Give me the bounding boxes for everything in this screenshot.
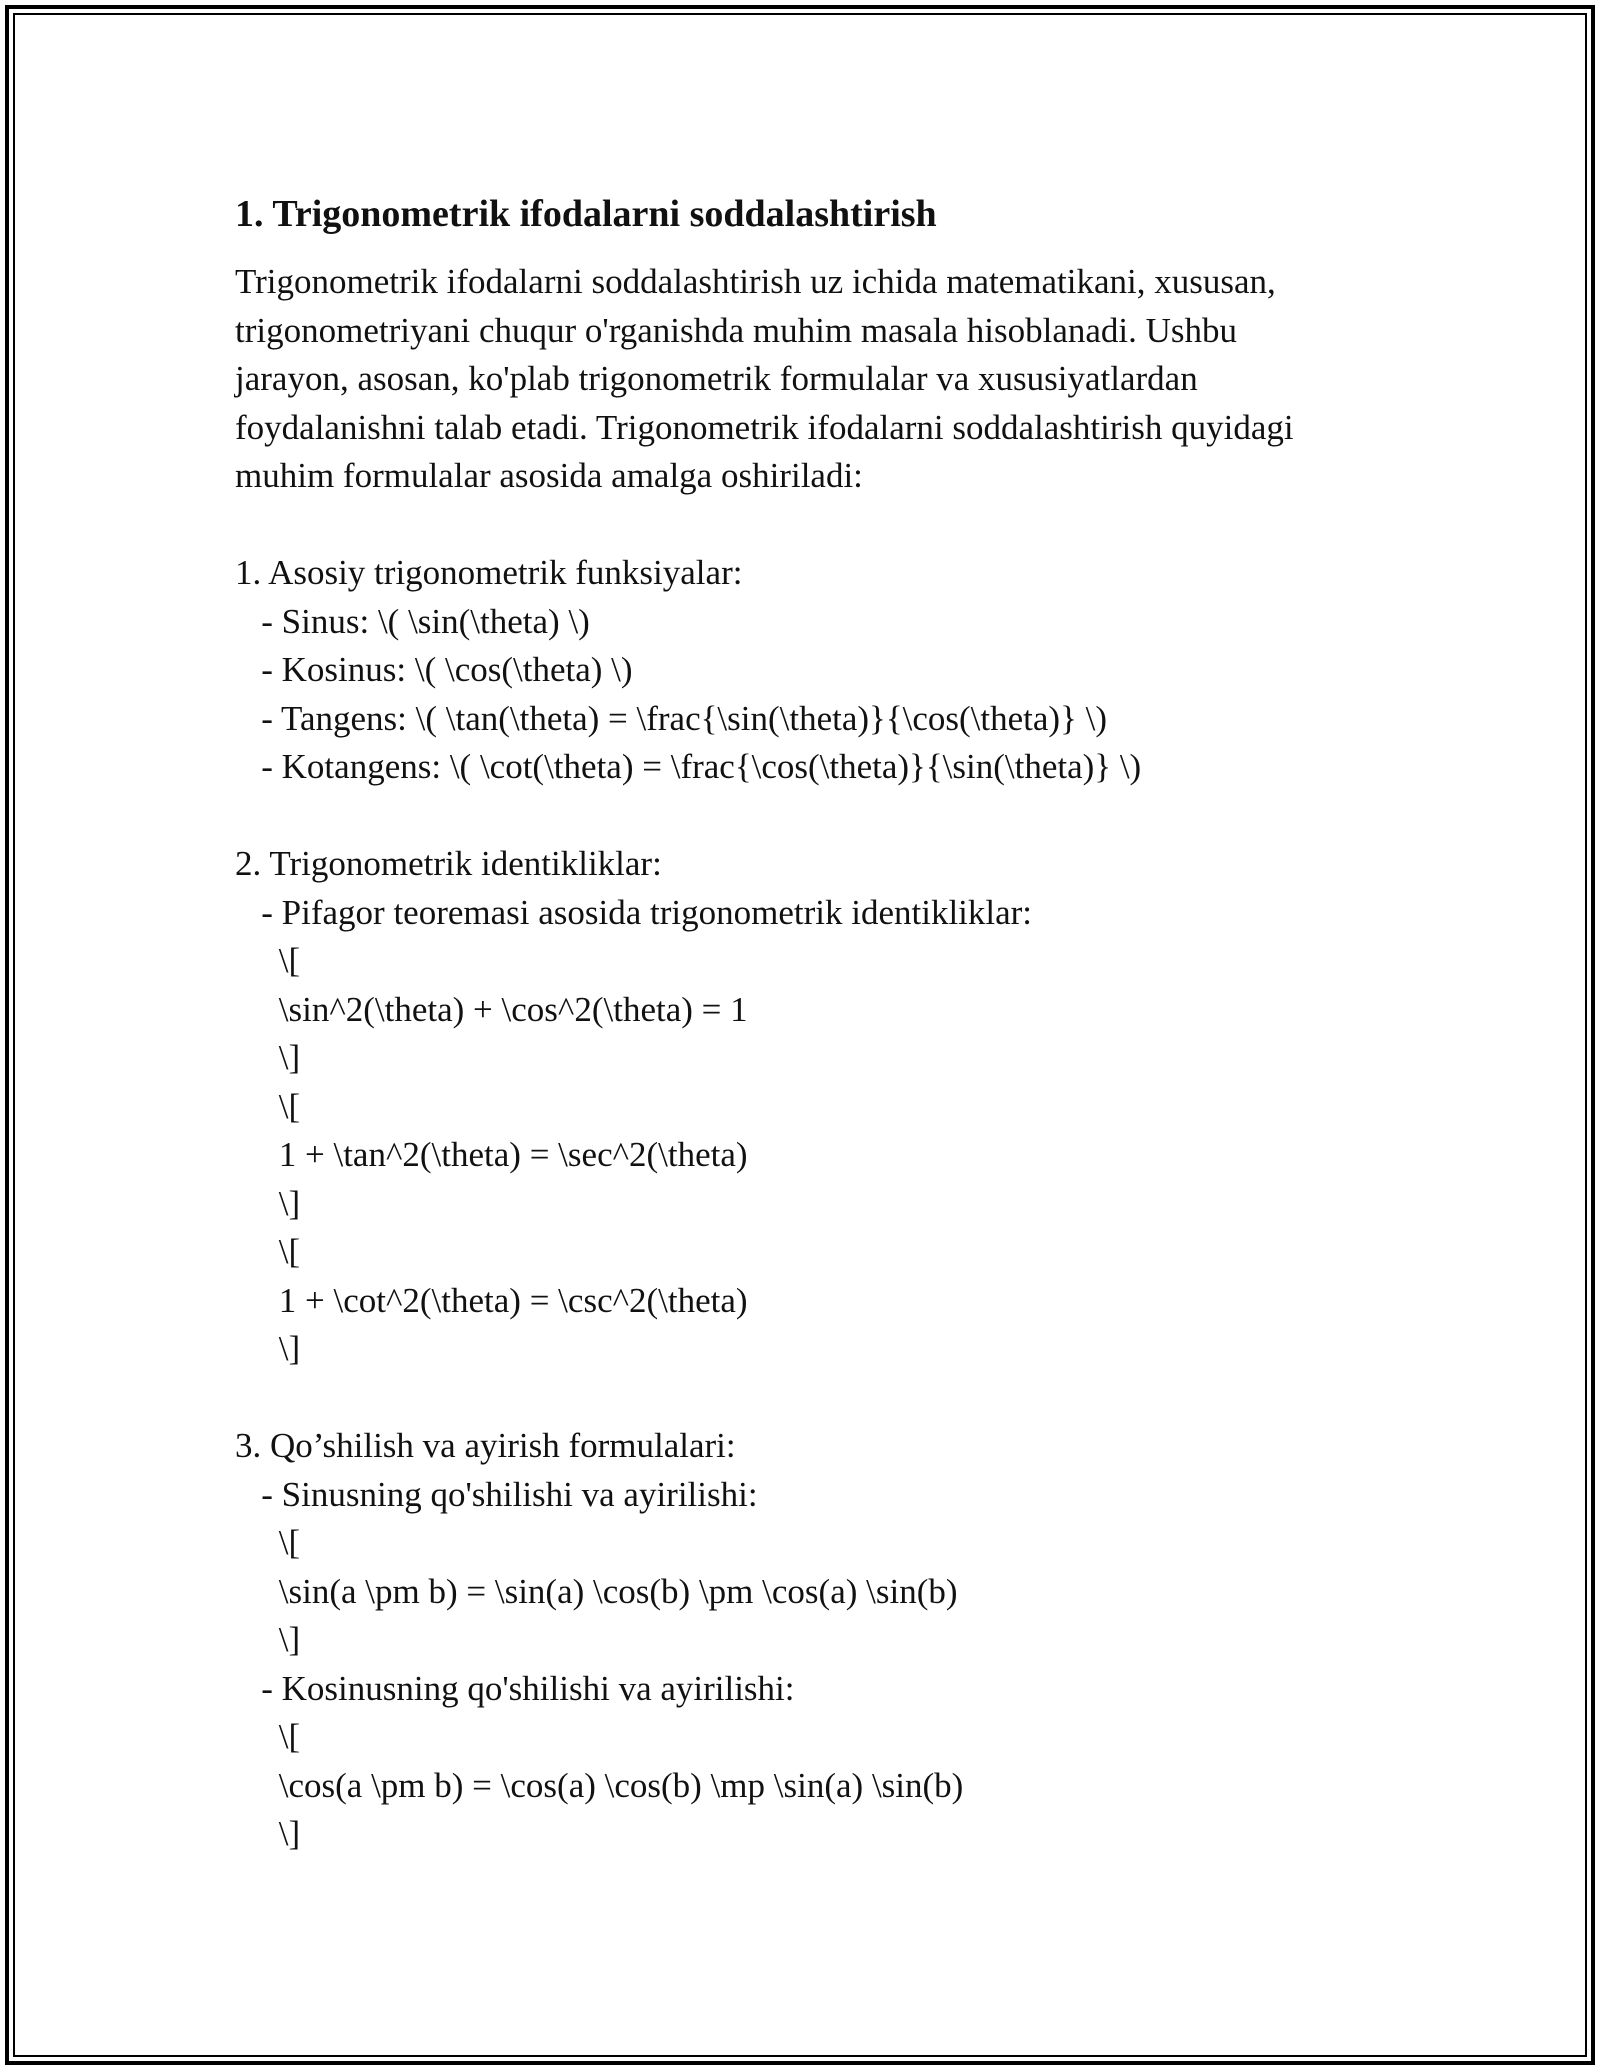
intro-paragraph	[235, 258, 1415, 501]
intro-line: foydalanishni talab etadi. Trigonometrik ifodalarni soddalashtirish quyidagi	[235, 407, 1294, 447]
spacer	[235, 1374, 1415, 1423]
intro-line: muhim formulalar asosida amalga oshiriladi:	[235, 456, 863, 495]
formula-line: \[	[235, 1086, 301, 1126]
list-item-sinus: - Sinus: \( \sin(\theta) \)	[235, 601, 590, 641]
intro-line: trigonometriyani chuqur o'rganishda muhim masala hisoblanadi. Ushbu	[235, 310, 1238, 350]
formula-line: 1 + \tan^2(\theta) = \sec^2(\theta)	[235, 1135, 748, 1174]
list-item-cosine-addition: - Kosinusning qo'shilishi va ayirilishi:	[235, 1668, 795, 1708]
formula-line: \]	[235, 1329, 301, 1368]
intro-line: Trigonometrik ifodalarni soddalashtirish uz ichida matematikani, xususan,	[235, 262, 1276, 301]
spacer	[235, 792, 1415, 841]
formula-line: \sin^2(\theta) + \cos^2(\theta) = 1	[235, 989, 748, 1029]
formula-line: \[	[235, 1523, 301, 1562]
formula-line: \[	[235, 941, 301, 980]
formula-line: \sin(a \pm b) = \sin(a) \cos(b) \pm \cos(a) \sin(b)	[235, 1571, 958, 1611]
formula-list	[235, 549, 1415, 1859]
list-heading-identities: 2. Trigonometrik identikliklar:	[235, 844, 662, 883]
formula-line: \]	[235, 1620, 301, 1659]
list-heading-basic-functions: 1. Asosiy trigonometrik funksiyalar:	[235, 553, 743, 592]
list-item-pythagorean: - Pifagor teoremasi asosida trigonometrik identikliklar:	[235, 892, 1033, 932]
formula-line: \[	[235, 1232, 301, 1271]
formula-line: \]	[235, 1038, 301, 1077]
list-item-kosinus: - Kosinus: \( \cos(\theta) \)	[235, 650, 633, 689]
document-body	[235, 188, 1415, 1859]
list-item-tangens: - Tangens: \( \tan(\theta) = \frac{\sin(\theta)}{\cos(\theta)} \)	[235, 698, 1108, 738]
list-heading-addition-formulas: 3. Qo’shilish va ayirish formulalari:	[235, 1426, 736, 1465]
section-heading: 1. Trigonometrik ifodalarni soddalashtirish	[235, 193, 937, 235]
intro-line: jarayon, asosan, ko'plab trigonometrik formulalar va xususiyatlardan	[235, 359, 1198, 398]
formula-line: \]	[235, 1814, 301, 1853]
formula-line: \]	[235, 1183, 301, 1223]
formula-line: 1 + \cot^2(\theta) = \csc^2(\theta)	[235, 1280, 748, 1320]
formula-line: \cos(a \pm b) = \cos(a) \cos(b) \mp \sin(a) \sin(b)	[235, 1765, 964, 1805]
formula-line: \[	[235, 1717, 301, 1756]
list-item-sine-addition: - Sinusning qo'shilishi va ayirilishi:	[235, 1474, 758, 1514]
list-item-kotangens: - Kotangens: \( \cot(\theta) = \frac{\cos(\theta)}{\sin(\theta)} \)	[235, 747, 1142, 786]
